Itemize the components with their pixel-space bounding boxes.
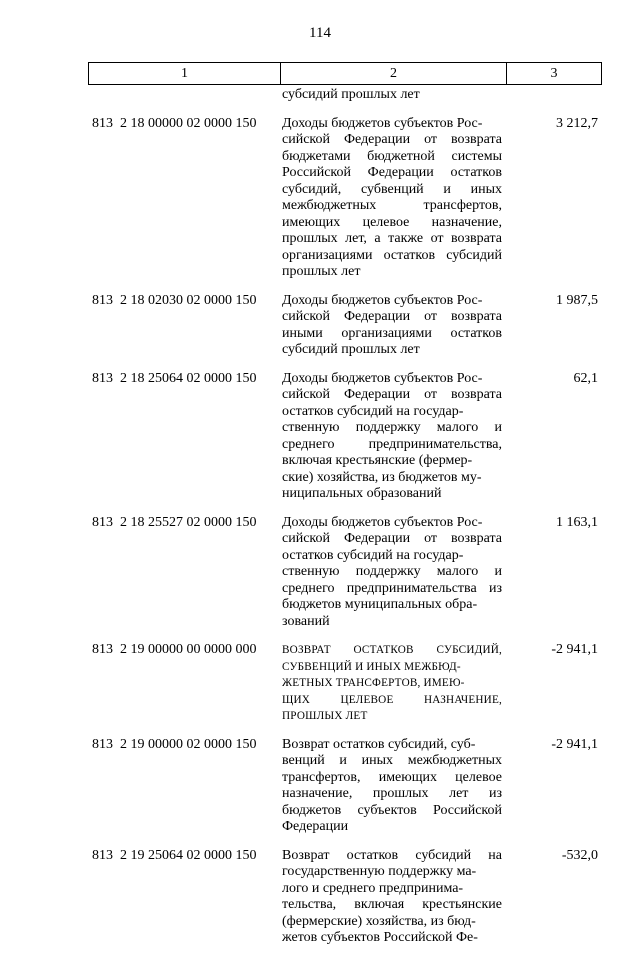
row-description: Доходы бюджетов субъектов Рос- сийской Федерации от возврата остатков субсидий на государ- ственную поддержку малого и среднего предпринимательства, включая крестьянские (фермер- ские) хозяйства, из бюджетов му- ниципальных образований [282, 370, 502, 501]
column-header-2: 2 [281, 63, 507, 85]
budget-code: 813 2 18 00000 02 0000 150 [92, 115, 257, 131]
row-value: 1 987,5 [556, 292, 598, 308]
row-value: 62,1 [573, 370, 598, 386]
row-description: Возврат остатков субсидий на государственную поддержку ма- лого и среднего предпринима- тельства, включая крестьянские (фермерские) хозяйства, из бюд- жетов субъектов Российской Фе- [282, 847, 502, 945]
row-value: -2 941,1 [551, 736, 598, 752]
table-row [0, 293, 640, 359]
table-body [0, 87, 640, 959]
table-row [0, 737, 640, 836]
table-row [0, 848, 640, 947]
column-header-1: 1 [89, 63, 281, 85]
column-header-table [88, 62, 602, 85]
table-row [0, 515, 640, 631]
row-description: ВОЗВРАТ ОСТАТКОВ СУБСИДИЙ, СУБВЕНЦИЙ И ИНЫХ МЕЖБЮД- ЖЕТНЫХ ТРАНСФЕРТОВ, ИМЕЮ- ЩИХ ЦЕЛЕВОЕ НАЗНАЧЕНИЕ, ПРОШЛЫХ ЛЕТ [282, 644, 502, 722]
column-header-row [89, 63, 602, 85]
row-value: 1 163,1 [556, 514, 598, 530]
row-value: -532,0 [561, 847, 598, 863]
column-header-3: 3 [507, 63, 602, 85]
budget-code: 813 2 18 25064 02 0000 150 [92, 370, 257, 386]
table-row [0, 116, 640, 281]
budget-code: 813 2 18 02030 02 0000 150 [92, 292, 257, 308]
table-row [0, 642, 640, 725]
row-description: Доходы бюджетов субъектов Рос- сийской Федерации от возврата иными организациями остатков субсидий прошлых лет [282, 292, 502, 357]
row-value: 3 212,7 [556, 115, 598, 131]
continuation-text: субсидий прошлых лет [282, 87, 420, 102]
page-number: 114 [309, 25, 331, 41]
budget-code: 813 2 19 00000 00 0000 000 [92, 642, 257, 657]
row-description: Возврат остатков субсидий, суб- венций и иных межбюджетных трансфертов, имеющих целевое назначение, прошлых лет из бюджетов субъектов Российской Федерации [282, 736, 502, 834]
row-description: Доходы бюджетов субъектов Рос- сийской Федерации от возврата бюджетами бюджетной системы Российской Федерации остатков субсидий, субвенций и иных межбюджетных трансфертов, имеющих целевое назначение, прошлых лет, а также от возврата организациями остатков субсидий прошлых лет [282, 115, 502, 279]
table-row [0, 371, 640, 503]
budget-code: 813 2 19 00000 02 0000 150 [92, 736, 257, 752]
budget-code: 813 2 19 25064 02 0000 150 [92, 847, 257, 863]
row-value: -2 941,1 [551, 642, 598, 657]
budget-code: 813 2 18 25527 02 0000 150 [92, 514, 257, 530]
row-description: Доходы бюджетов субъектов Рос- сийской Федерации от возврата остатков субсидий на государ- ственную поддержку малого и среднего предпринимательства из бюджетов муниципальных обра- зований [282, 514, 502, 629]
